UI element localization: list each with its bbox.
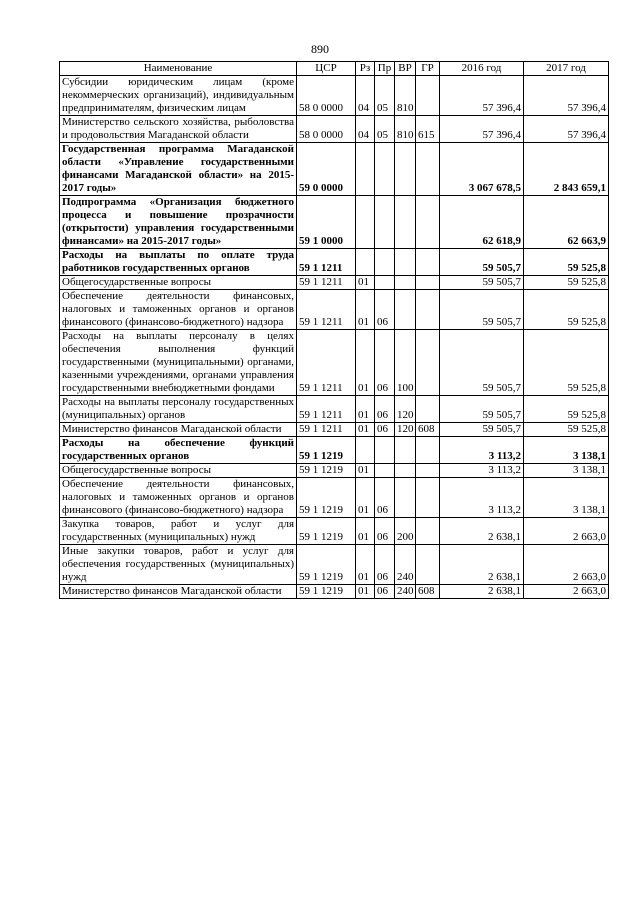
cell-csr: 59 0 0000 [297, 143, 356, 196]
cell-rz: 01 [356, 423, 375, 437]
cell-2016: 59 505,7 [440, 276, 524, 290]
cell-csr: 59 1 1219 [297, 437, 356, 464]
cell-csr: 59 1 1211 [297, 290, 356, 330]
table-row [60, 196, 609, 249]
cell-pr [375, 464, 395, 478]
cell-csr: 59 1 1211 [297, 330, 356, 396]
cell-rz: 01 [356, 545, 375, 585]
cell-gr [416, 464, 440, 478]
cell-2017: 59 525,8 [524, 396, 609, 423]
table-row [60, 396, 609, 423]
cell-2016: 59 505,7 [440, 423, 524, 437]
cell-name [60, 518, 297, 545]
cell-2017: 3 138,1 [524, 478, 609, 518]
cell-pr: 06 [375, 518, 395, 545]
cell-vr [395, 249, 416, 276]
cell-2017: 59 525,8 [524, 276, 609, 290]
row-name-text: Министерство финансов Магаданской области [62, 423, 282, 435]
cell-vr: 240 [395, 545, 416, 585]
cell-rz [356, 249, 375, 276]
cell-pr [375, 143, 395, 196]
header-2017: 2017 год [524, 62, 609, 76]
header-pr: Пр [375, 62, 395, 76]
cell-vr [395, 464, 416, 478]
header-name: Наименование [60, 62, 297, 76]
cell-2016: 3 113,2 [440, 478, 524, 518]
cell-gr: 615 [416, 116, 440, 143]
cell-name [60, 437, 297, 464]
cell-name [60, 143, 297, 196]
cell-csr: 59 1 1219 [297, 545, 356, 585]
table-body [60, 76, 609, 599]
cell-2017: 3 138,1 [524, 437, 609, 464]
cell-pr: 06 [375, 330, 395, 396]
cell-rz: 04 [356, 116, 375, 143]
cell-gr: 608 [416, 423, 440, 437]
cell-vr: 120 [395, 396, 416, 423]
cell-name [60, 396, 297, 423]
cell-csr: 59 1 1219 [297, 518, 356, 545]
cell-pr: 06 [375, 585, 395, 599]
cell-gr [416, 249, 440, 276]
row-name-text: Подпрограмма «Организация бюджетного процесса и повышение прозрачности (открытости) управления государственными финансами» на 2015-2017 годы» [62, 196, 294, 247]
cell-gr [416, 330, 440, 396]
table-row [60, 290, 609, 330]
cell-name [60, 585, 297, 599]
cell-2016: 59 505,7 [440, 330, 524, 396]
cell-name [60, 76, 297, 116]
header-vr: ВР [395, 62, 416, 76]
cell-csr: 59 1 1219 [297, 585, 356, 599]
row-name-text: Расходы на выплаты персоналу в целях обеспечения выполнения функций государственными (муниципальными) органами, казенными учреждениями, органами управления государственными внебюджетными фондами [62, 330, 294, 394]
header-2016: 2016 год [440, 62, 524, 76]
row-name-text: Расходы на выплаты персоналу государственных (муниципальных) органов [62, 396, 294, 421]
header-gr: ГР [416, 62, 440, 76]
cell-2016: 3 067 678,5 [440, 143, 524, 196]
cell-pr: 06 [375, 423, 395, 437]
cell-2016: 2 638,1 [440, 518, 524, 545]
cell-gr: 608 [416, 585, 440, 599]
cell-gr [416, 76, 440, 116]
table-row [60, 585, 609, 599]
cell-pr [375, 276, 395, 290]
cell-name [60, 330, 297, 396]
table-row [60, 464, 609, 478]
cell-2017: 2 843 659,1 [524, 143, 609, 196]
table-header-row [60, 62, 609, 76]
cell-gr [416, 290, 440, 330]
cell-rz: 01 [356, 290, 375, 330]
cell-name [60, 545, 297, 585]
cell-name [60, 290, 297, 330]
cell-2016: 57 396,4 [440, 116, 524, 143]
row-name-text: Обеспечение деятельности финансовых, налоговых и таможенных органов и органов финансового (финансово-бюджетного) надзора [62, 290, 294, 328]
cell-name [60, 196, 297, 249]
table-row [60, 545, 609, 585]
cell-gr [416, 518, 440, 545]
header-csr: ЦСР [297, 62, 356, 76]
cell-vr: 200 [395, 518, 416, 545]
table-row [60, 276, 609, 290]
cell-pr: 06 [375, 290, 395, 330]
cell-rz: 01 [356, 276, 375, 290]
cell-2016: 2 638,1 [440, 545, 524, 585]
cell-rz [356, 196, 375, 249]
header-rz: Рз [356, 62, 375, 76]
cell-csr: 59 1 1211 [297, 249, 356, 276]
row-name-text: Общегосударственные вопросы [62, 276, 211, 288]
cell-2017: 3 138,1 [524, 464, 609, 478]
table-row [60, 116, 609, 143]
cell-vr [395, 437, 416, 464]
cell-2017: 59 525,8 [524, 249, 609, 276]
row-name-text: Министерство сельского хозяйства, рыболовства и продовольствия Магаданской области [62, 116, 294, 141]
table-row [60, 423, 609, 437]
table-row [60, 437, 609, 464]
page-number: 890 [311, 42, 329, 56]
cell-name [60, 478, 297, 518]
cell-2016: 2 638,1 [440, 585, 524, 599]
row-name-text: Общегосударственные вопросы [62, 464, 211, 476]
cell-pr: 06 [375, 545, 395, 585]
cell-2016: 3 113,2 [440, 437, 524, 464]
cell-name [60, 116, 297, 143]
row-name-text: Расходы на обеспечение функций государственных органов [62, 437, 294, 462]
cell-csr: 59 1 1219 [297, 478, 356, 518]
cell-2017: 59 525,8 [524, 290, 609, 330]
cell-rz: 01 [356, 518, 375, 545]
cell-gr [416, 396, 440, 423]
cell-name [60, 464, 297, 478]
cell-csr: 59 1 1211 [297, 396, 356, 423]
cell-2017: 2 663,0 [524, 585, 609, 599]
cell-2016: 59 505,7 [440, 290, 524, 330]
cell-2016: 59 505,7 [440, 396, 524, 423]
cell-csr: 59 1 1211 [297, 423, 356, 437]
row-name-text: Расходы на выплаты по оплате труда работников государственных органов [62, 249, 294, 274]
cell-rz: 01 [356, 464, 375, 478]
cell-vr [395, 196, 416, 249]
table-row [60, 478, 609, 518]
row-name-text: Обеспечение деятельности финансовых, налоговых и таможенных органов и органов финансового (финансово-бюджетного) надзора [62, 478, 294, 516]
cell-vr: 810 [395, 116, 416, 143]
cell-name [60, 276, 297, 290]
row-name-text: Государственная программа Магаданской области «Управление государственными финансами Магаданской области» на 2015-2017 годы» [62, 143, 294, 194]
cell-gr [416, 437, 440, 464]
cell-2017: 59 525,8 [524, 330, 609, 396]
cell-rz: 01 [356, 330, 375, 396]
table-row [60, 518, 609, 545]
cell-rz: 04 [356, 76, 375, 116]
cell-csr: 59 1 1219 [297, 464, 356, 478]
cell-vr [395, 478, 416, 518]
cell-2016: 57 396,4 [440, 76, 524, 116]
cell-2017: 62 663,9 [524, 196, 609, 249]
cell-gr [416, 545, 440, 585]
cell-csr: 58 0 0000 [297, 116, 356, 143]
cell-csr: 59 1 0000 [297, 196, 356, 249]
cell-pr [375, 196, 395, 249]
table-row [60, 330, 609, 396]
cell-2017: 57 396,4 [524, 116, 609, 143]
cell-vr: 100 [395, 330, 416, 396]
cell-name [60, 423, 297, 437]
cell-vr [395, 276, 416, 290]
cell-vr: 810 [395, 76, 416, 116]
cell-pr: 05 [375, 116, 395, 143]
cell-gr [416, 143, 440, 196]
cell-gr [416, 276, 440, 290]
cell-vr: 240 [395, 585, 416, 599]
cell-2017: 57 396,4 [524, 76, 609, 116]
cell-pr [375, 437, 395, 464]
cell-name [60, 249, 297, 276]
cell-2016: 3 113,2 [440, 464, 524, 478]
cell-csr: 59 1 1211 [297, 276, 356, 290]
cell-rz: 01 [356, 585, 375, 599]
cell-csr: 58 0 0000 [297, 76, 356, 116]
cell-gr [416, 196, 440, 249]
row-name-text: Закупка товаров, работ и услуг для государственных (муниципальных) нужд [62, 518, 294, 543]
cell-2016: 62 618,9 [440, 196, 524, 249]
table-row [60, 76, 609, 116]
cell-rz: 01 [356, 396, 375, 423]
cell-vr: 120 [395, 423, 416, 437]
cell-2016: 59 505,7 [440, 249, 524, 276]
cell-pr: 06 [375, 478, 395, 518]
cell-2017: 2 663,0 [524, 518, 609, 545]
row-name-text: Иные закупки товаров, работ и услуг для обеспечения государственных (муниципальных) нужд [62, 545, 294, 583]
cell-gr [416, 478, 440, 518]
cell-pr [375, 249, 395, 276]
cell-vr [395, 290, 416, 330]
row-name-text: Субсидии юридическим лицам (кроме некоммерческих организаций), индивидуальным предпринимателям, физическим лицам [62, 76, 294, 114]
cell-rz [356, 437, 375, 464]
table-row [60, 249, 609, 276]
cell-2017: 2 663,0 [524, 545, 609, 585]
table-row [60, 143, 609, 196]
budget-table [59, 61, 609, 599]
cell-pr: 06 [375, 396, 395, 423]
cell-vr [395, 143, 416, 196]
cell-rz [356, 143, 375, 196]
cell-pr: 05 [375, 76, 395, 116]
row-name-text: Министерство финансов Магаданской области [62, 585, 282, 597]
cell-rz: 01 [356, 478, 375, 518]
cell-2017: 59 525,8 [524, 423, 609, 437]
